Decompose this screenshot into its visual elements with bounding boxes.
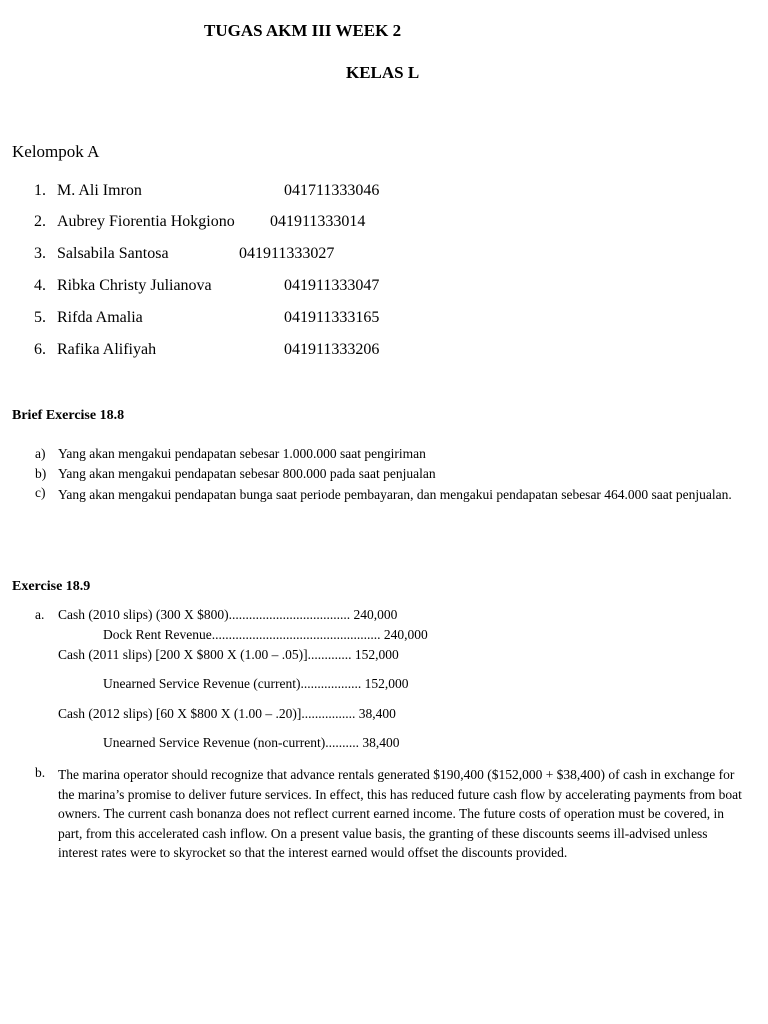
journal-line-4: Unearned Service Revenue (current).................. 152,000 — [103, 676, 409, 691]
member-5-number: 5. — [34, 309, 46, 326]
brief-item-a-text: Yang akan mengakui pendapatan sebesar 1.000.000 saat pengiriman — [58, 446, 426, 461]
member-2-number: 2. — [34, 213, 46, 230]
member-6-id: 041911333206 — [284, 341, 380, 358]
member-5-id: 041911333165 — [284, 309, 380, 326]
exercise-a-marker: a. — [35, 607, 45, 622]
group-label: Kelompok A — [12, 142, 100, 161]
brief-exercise-title: Brief Exercise 18.8 — [12, 408, 125, 423]
document-title: TUGAS AKM III WEEK 2 — [204, 21, 402, 40]
member-3-id: 041911333027 — [239, 245, 335, 262]
member-6-number: 6. — [34, 341, 46, 358]
brief-item-b-text: Yang akan mengakui pendapatan sebesar 800.000 pada saat penjualan — [58, 466, 436, 481]
brief-item-c-marker: c) — [35, 485, 46, 500]
member-4-number: 4. — [34, 277, 46, 294]
member-1-id: 041711333046 — [284, 182, 380, 199]
member-4-name: Ribka Christy Julianova — [57, 277, 212, 294]
member-4-id: 041911333047 — [284, 277, 380, 294]
journal-line-6: Unearned Service Revenue (non-current).......... 38,400 — [103, 735, 400, 750]
member-5-name: Rifda Amalia — [57, 309, 143, 326]
member-1-name: M. Ali Imron — [57, 182, 142, 199]
member-6-name: Rafika Alifiyah — [57, 341, 157, 358]
brief-item-b-marker: b) — [35, 466, 47, 481]
member-1-number: 1. — [34, 182, 46, 199]
class-label: KELAS L — [346, 63, 420, 82]
journal-line-2: Dock Rent Revenue.................................................. 240,000 — [103, 627, 428, 642]
journal-line-3: Cash (2011 slips) [200 X $800 X (1.00 – .05)]............. 152,000 — [58, 647, 399, 662]
member-3-name: Salsabila Santosa — [57, 245, 169, 262]
member-2-name: Aubrey Fiorentia Hokgiono — [57, 213, 235, 230]
member-3-number: 3. — [34, 245, 46, 262]
exercise-b-paragraph: The marina operator should recognize that advance rentals generated $190,400 ($152,000 + $38,400) of cash in exchange for the marina’s promise to deliver future services. In effect, this has reduced future cash flow by accelerating payments from boat owners. The current cash bonanza does not reflect current earned income. The future costs of operation must be covered, in part, from this accelerated cash inflow. On a present value basis, the granting of these discounts seems ill-advised unless interest rates were to skyrocket so that the interest earned would offset the discounts provided. — [58, 767, 742, 860]
journal-line-5: Cash (2012 slips) [60 X $800 X (1.00 – .20)]................ 38,400 — [58, 706, 396, 721]
exercise-b-marker: b. — [35, 765, 46, 780]
journal-line-1: Cash (2010 slips) (300 X $800).................................... 240,000 — [58, 607, 398, 622]
member-2-id: 041911333014 — [270, 213, 366, 230]
exercise-title: Exercise 18.9 — [12, 579, 91, 594]
brief-item-a-marker: a) — [35, 446, 46, 461]
brief-item-c-text: Yang akan mengakui pendapatan bunga saat periode pembayaran, dan mengakui pendapatan sebesar 464.000 saat penjualan. — [58, 487, 732, 502]
